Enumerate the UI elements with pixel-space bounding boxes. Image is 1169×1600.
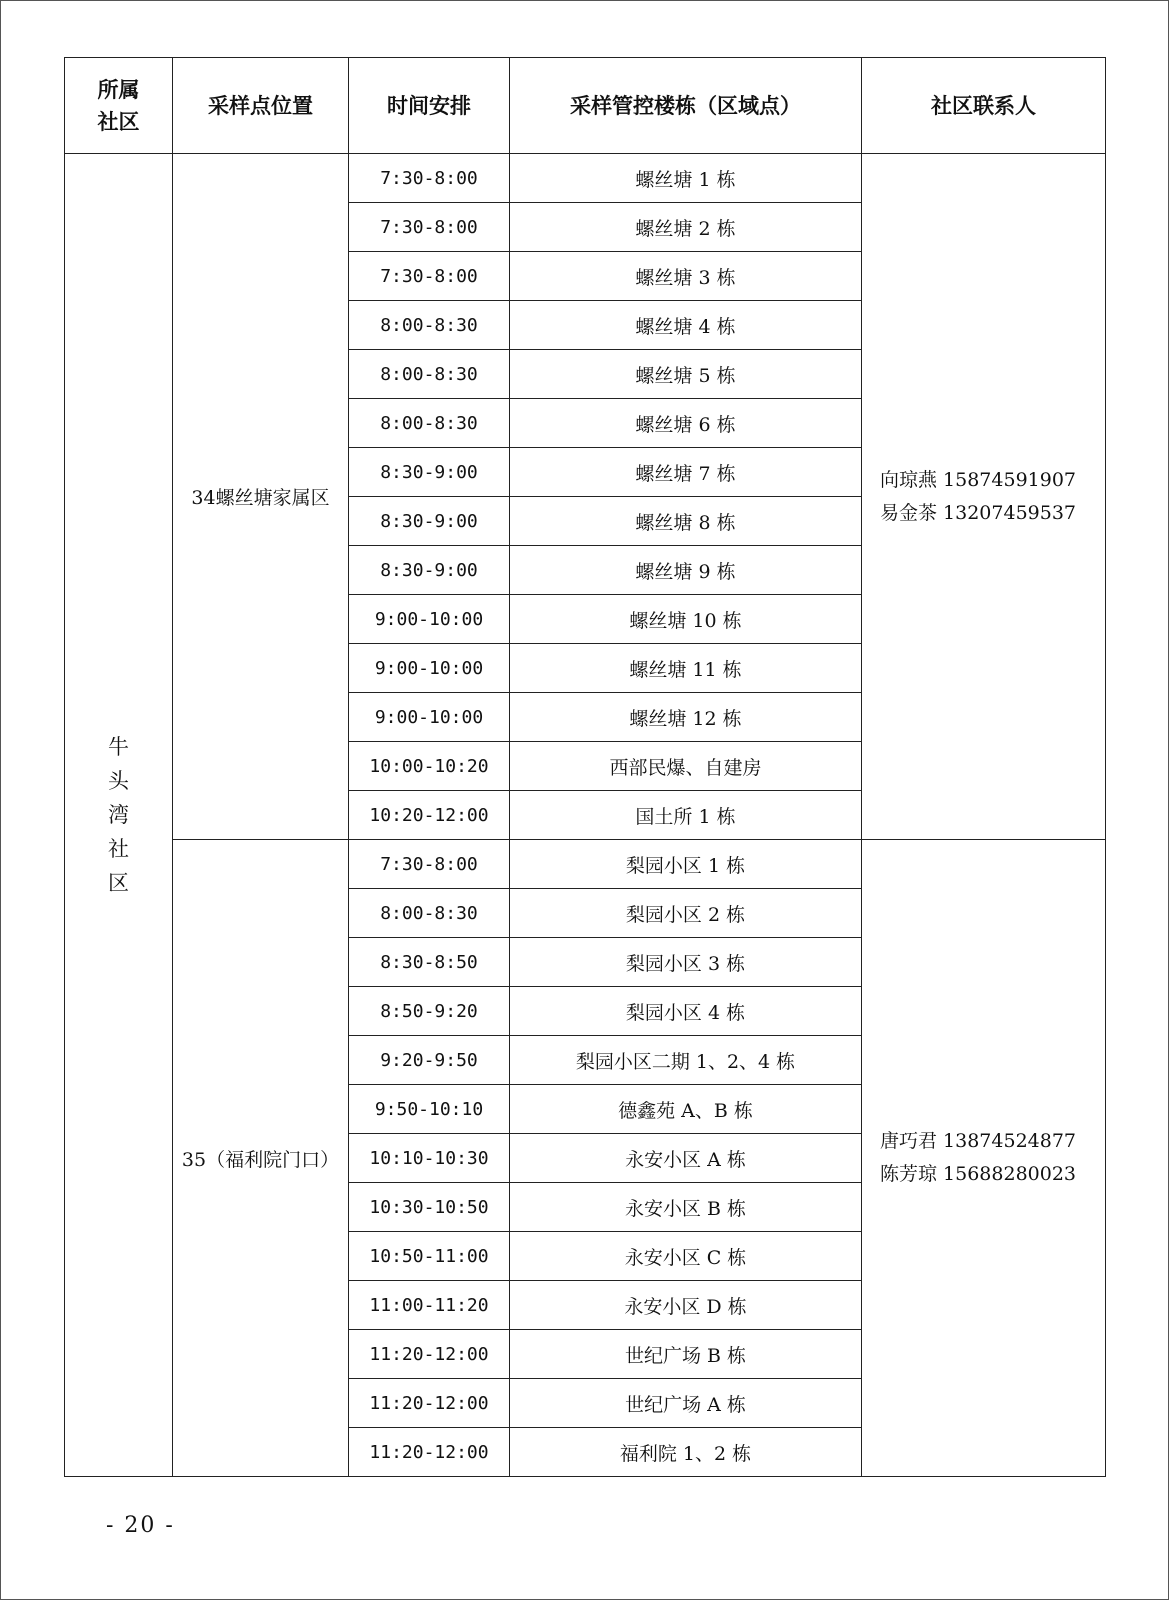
time-cell: 10:10-10:30	[349, 1134, 510, 1183]
building-cell: 螺丝塘 11 栋	[510, 644, 862, 693]
time-cell: 9:50-10:10	[349, 1085, 510, 1134]
building-cell: 梨园小区 4 栋	[510, 987, 862, 1036]
building-cell: 梨园小区 2 栋	[510, 889, 862, 938]
building-cell: 螺丝塘 10 栋	[510, 595, 862, 644]
building-cell: 螺丝塘 3 栋	[510, 252, 862, 301]
header-community: 所属社区	[65, 58, 173, 154]
time-cell: 10:00-10:20	[349, 742, 510, 791]
table-row	[65, 154, 1106, 203]
time-cell: 9:00-10:00	[349, 693, 510, 742]
building-cell: 螺丝塘 7 栋	[510, 448, 862, 497]
building-cell: 螺丝塘 1 栋	[510, 154, 862, 203]
building-cell: 梨园小区 3 栋	[510, 938, 862, 987]
header-row	[65, 58, 1106, 154]
building-cell: 世纪广场 A 栋	[510, 1379, 862, 1428]
table-row	[65, 840, 1106, 889]
time-cell: 11:20-12:00	[349, 1379, 510, 1428]
time-cell: 8:00-8:30	[349, 399, 510, 448]
time-cell: 7:30-8:00	[349, 154, 510, 203]
sampling-schedule-table	[64, 57, 1106, 1477]
header-time: 时间安排	[349, 58, 510, 154]
time-cell: 8:30-9:00	[349, 448, 510, 497]
building-cell: 螺丝塘 2 栋	[510, 203, 862, 252]
building-cell: 西部民爆、自建房	[510, 742, 862, 791]
time-cell: 8:00-8:30	[349, 350, 510, 399]
table-body	[65, 154, 1106, 1477]
time-cell: 10:30-10:50	[349, 1183, 510, 1232]
header-site: 采样点位置	[173, 58, 349, 154]
time-cell: 7:30-8:00	[349, 840, 510, 889]
time-cell: 7:30-8:00	[349, 203, 510, 252]
time-cell: 8:50-9:20	[349, 987, 510, 1036]
building-cell: 螺丝塘 12 栋	[510, 693, 862, 742]
building-cell: 螺丝塘 4 栋	[510, 301, 862, 350]
time-cell: 9:00-10:00	[349, 644, 510, 693]
time-cell: 11:20-12:00	[349, 1428, 510, 1477]
time-cell: 8:30-8:50	[349, 938, 510, 987]
contact-cell	[862, 154, 1106, 840]
building-cell: 永安小区 C 栋	[510, 1232, 862, 1281]
time-cell: 11:00-11:20	[349, 1281, 510, 1330]
building-cell: 永安小区 B 栋	[510, 1183, 862, 1232]
building-cell: 螺丝塘 8 栋	[510, 497, 862, 546]
building-cell: 螺丝塘 9 栋	[510, 546, 862, 595]
contact-cell	[862, 840, 1106, 1477]
time-cell: 9:00-10:00	[349, 595, 510, 644]
header-contact: 社区联系人	[862, 58, 1106, 154]
building-cell: 螺丝塘 6 栋	[510, 399, 862, 448]
building-cell: 梨园小区二期 1、2、4 栋	[510, 1036, 862, 1085]
building-cell: 福利院 1、2 栋	[510, 1428, 862, 1477]
time-cell: 10:50-11:00	[349, 1232, 510, 1281]
contact-line: 唐巧君 13874524877	[880, 1130, 1077, 1152]
time-cell: 8:00-8:30	[349, 889, 510, 938]
time-cell: 8:00-8:30	[349, 301, 510, 350]
time-cell: 10:20-12:00	[349, 791, 510, 840]
time-cell: 8:30-9:00	[349, 546, 510, 595]
building-cell: 德鑫苑 A、B 栋	[510, 1085, 862, 1134]
building-cell: 世纪广场 B 栋	[510, 1330, 862, 1379]
contact-line: 向琼燕 15874591907	[880, 468, 1077, 491]
site-cell: 34螺丝塘家属区	[173, 154, 349, 840]
building-cell: 国土所 1 栋	[510, 791, 862, 840]
time-cell: 7:30-8:00	[349, 252, 510, 301]
site-cell: 35（福利院门口）	[173, 840, 349, 1477]
time-cell: 11:20-12:00	[349, 1330, 510, 1379]
building-cell: 永安小区 D 栋	[510, 1281, 862, 1330]
time-cell: 9:20-9:50	[349, 1036, 510, 1085]
time-cell: 8:30-9:00	[349, 497, 510, 546]
header-buildings: 采样管控楼栋（区域点）	[510, 58, 862, 154]
contact-line: 陈芳琼 15688280023	[880, 1163, 1077, 1185]
contact-line: 易金茶 13207459537	[880, 501, 1077, 524]
page-number: - 20 -	[106, 1513, 175, 1538]
community-cell: 牛头湾社区	[65, 154, 173, 1477]
building-cell: 螺丝塘 5 栋	[510, 350, 862, 399]
building-cell: 梨园小区 1 栋	[510, 840, 862, 889]
building-cell: 永安小区 A 栋	[510, 1134, 862, 1183]
